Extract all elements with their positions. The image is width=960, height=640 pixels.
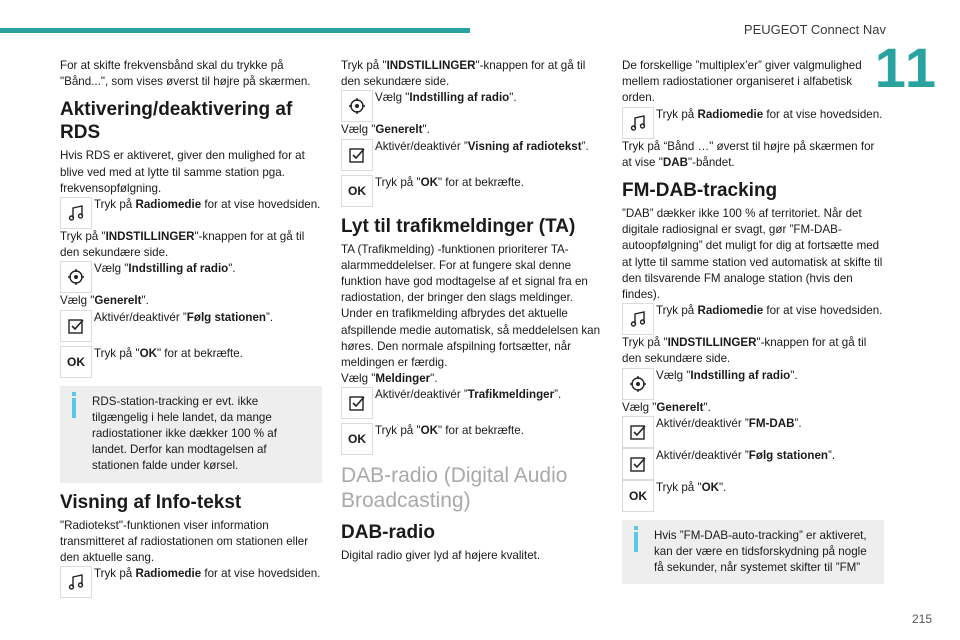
text-bold: DAB <box>662 155 688 169</box>
text: ”. <box>581 139 589 153</box>
step <box>622 416 884 448</box>
ok-icon <box>341 423 373 455</box>
step <box>622 448 884 480</box>
text: " for at bekræfte. <box>437 175 524 189</box>
header-title: PEUGEOT Connect Nav <box>743 22 886 37</box>
ok-icon-label: OK <box>67 354 85 369</box>
section-heading: Visning af Info-tekst <box>60 491 242 513</box>
step <box>341 387 603 419</box>
info-icon-bar <box>634 532 638 552</box>
checkbox-icon <box>622 416 654 448</box>
text: ". <box>141 294 149 308</box>
ok-icon-label: OK <box>629 488 647 503</box>
paragraph: "Radiotekst"-funktionen viser information transmitteret af radiostationen om stationen eller den aktuelle sang. <box>60 518 309 565</box>
text: "-knappen for at gå til den sekundære side. <box>60 230 305 260</box>
step <box>622 107 884 139</box>
text: Tryk på " <box>60 230 106 244</box>
text: ". <box>430 372 438 386</box>
step <box>341 90 603 122</box>
text: Aktivér/deaktivér ” <box>656 448 749 462</box>
section-heading: DAB-radio <box>341 522 435 544</box>
paragraph: Hvis RDS er aktiveret, giver den mulighed for at blive ved med at lytte til samme station pga. frekvensopfølgning. <box>60 149 305 195</box>
paragraph: TA (Trafikmelding) -funktionen prioriterer TA-alarmmeddelelser. For at fungere skal denne funktion have god modtagelse af et signal fra en radiostation, der bringer den slags meldinger. Under en trafikmelding afbrydes det aktuelle afspillende medie automatisk, så meddelelsen kan høres. Den normale afspilning fortsætter, når meldingen er færdig. <box>341 242 601 370</box>
text: ". <box>422 123 430 137</box>
music-note-icon <box>60 566 92 598</box>
text-bold: INDSTILLINGER <box>386 59 476 72</box>
text-bold: FM-DAB <box>748 416 795 430</box>
step <box>622 303 884 335</box>
text: Tryk på " <box>94 346 140 360</box>
text-bold: Radiomedie <box>697 107 764 121</box>
text: ”. <box>266 310 274 324</box>
text-bold: Følg stationen <box>186 310 267 324</box>
paragraph: De forskellige ”multiplex’er” giver valgmulighed mellem radiostationer organiseret i alfabetisk orden. <box>622 59 862 105</box>
step <box>341 423 603 455</box>
text: ". <box>509 91 517 105</box>
step <box>341 175 603 207</box>
text-bold: OK <box>701 480 719 494</box>
text: for at vise hovedsiden. <box>763 107 883 121</box>
text-bold: Indstilling af radio <box>128 262 229 276</box>
text: Tryk på <box>656 107 698 121</box>
text: Vælg " <box>656 368 691 382</box>
ok-icon <box>622 480 654 512</box>
text: "-båndet. <box>687 155 735 169</box>
text: Vælg " <box>341 372 376 386</box>
text: ". <box>790 368 798 382</box>
text: " for at bekræfte. <box>156 346 243 360</box>
text: Tryk på <box>94 567 136 581</box>
text: ”. <box>554 388 562 402</box>
text: ”. <box>794 416 802 430</box>
checkbox-icon <box>60 310 92 342</box>
radio-settings-icon <box>622 368 654 400</box>
text-bold: Visning af radiotekst <box>467 139 582 153</box>
text: ". <box>228 262 236 276</box>
text: for at vise hovedsiden. <box>763 304 883 318</box>
text-bold: INDSTILLINGER <box>105 230 195 244</box>
text-bold: OK <box>139 346 157 360</box>
text: Vælg " <box>341 123 376 137</box>
info-text: Hvis ”FM-DAB-auto-tracking” er aktiveret, kan der være en tidsforskydning på nogle få sekunder, når systemet skifter til ”FM” <box>654 528 867 575</box>
ok-icon <box>60 346 92 378</box>
chapter-number: 11 <box>874 36 938 99</box>
checkbox-icon <box>341 387 373 419</box>
step <box>60 197 322 229</box>
text: Tryk på <box>656 304 698 318</box>
column-1 <box>60 58 322 598</box>
text-bold: Generelt <box>94 294 142 308</box>
text-bold: Trafikmeldinger <box>467 388 555 402</box>
section-heading: FM-DAB-tracking <box>622 180 778 202</box>
text-bold: Indstilling af radio <box>409 91 510 105</box>
text: Vælg " <box>375 91 410 105</box>
step-text: for at vise hovedsiden. <box>201 198 321 212</box>
text: ". <box>703 400 711 414</box>
text: Aktivér/deaktivér ” <box>656 416 749 430</box>
column-2 <box>341 58 603 565</box>
text: for at vise hovedsiden. <box>201 567 321 581</box>
step <box>60 566 322 598</box>
paragraph: ”DAB” dækker ikke 100 % af territoriet. Når det digitale radiosignal er svagt, gør ”FM-DAB-autoopfølgning” det muligt for dig at fortsætte med at lytte til samme station ved automatisk at skifte til den tilsvarende FM analoge station (hvis den findes). <box>622 207 883 302</box>
text: Vælg " <box>60 294 95 308</box>
text: ". <box>718 480 727 494</box>
text-bold: Radiomedie <box>697 304 764 318</box>
text: ”. <box>828 448 836 462</box>
step <box>622 480 884 512</box>
text-bold: Generelt <box>656 400 704 414</box>
music-note-icon <box>60 197 92 229</box>
ok-icon-label: OK <box>348 432 366 447</box>
text: Aktivér/deaktivér ” <box>94 310 187 324</box>
text: Tryk på " <box>622 336 668 350</box>
text: Vælg " <box>94 262 129 276</box>
column-3 <box>622 58 884 584</box>
text: "-knappen for at gå til den sekundære side. <box>622 336 867 366</box>
info-box <box>622 520 884 585</box>
text-bold: OK <box>420 424 438 438</box>
info-icon <box>72 392 76 396</box>
text: Aktivér/deaktivér ” <box>375 388 468 402</box>
step <box>60 310 322 342</box>
step-text-bold: Radiomedie <box>135 198 202 212</box>
music-note-icon <box>622 303 654 335</box>
step <box>60 261 322 293</box>
text: Tryk på " <box>341 59 387 72</box>
page-number: 215 <box>911 612 932 626</box>
text-bold: Radiomedie <box>135 567 202 581</box>
checkbox-icon <box>341 139 373 171</box>
step <box>341 139 603 171</box>
info-text: RDS-station-tracking er evt. ikke tilgængelig i hele landet, da mange radiostationer ikke dækker 100 % af landet. Derfor kan modtagelsen af stationen falde under kørsel. <box>92 394 277 473</box>
text-bold: Indstilling af radio <box>690 368 791 382</box>
section-heading: Lyt til trafikmeldinger (TA) <box>341 215 576 237</box>
text-bold: Meldinger <box>375 372 431 386</box>
section-heading-large: DAB-radio (Digital Audio Broadcasting) <box>341 464 568 513</box>
section-heading: Aktivering/deaktivering af RDS <box>60 99 293 144</box>
step <box>622 368 884 400</box>
text-bold: INDSTILLINGER <box>667 336 757 350</box>
text: Aktivér/deaktivér ” <box>375 139 468 153</box>
info-icon-bar <box>72 398 76 418</box>
radio-settings-icon <box>341 90 373 122</box>
info-box <box>60 386 322 483</box>
text-bold: Følg stationen <box>748 448 829 462</box>
header-accent-bar <box>0 28 470 33</box>
music-note-icon <box>622 107 654 139</box>
text: Tryk på “Bånd …" øverst til højre på skærmen for at vise " <box>622 139 875 169</box>
text: Tryk på " <box>656 480 702 494</box>
paragraph: Digital radio giver lyd af højere kvalitet. <box>341 549 541 563</box>
text: "-knappen for at gå til den sekundære side. <box>341 59 586 89</box>
paragraph: For at skifte frekvensbånd skal du trykke på "Bånd...", som vises øverst til højre på skærmen. <box>60 59 311 89</box>
info-icon <box>634 526 638 530</box>
step <box>60 346 322 378</box>
radio-settings-icon <box>60 261 92 293</box>
text: " for at bekræfte. <box>437 424 524 438</box>
text: Tryk på " <box>375 175 421 189</box>
text: Vælg " <box>622 400 657 414</box>
text-bold: OK <box>420 175 438 189</box>
ok-icon <box>341 175 373 207</box>
text-bold: Generelt <box>375 123 423 137</box>
checkbox-icon <box>622 448 654 480</box>
text: Tryk på " <box>375 424 421 438</box>
ok-icon-label: OK <box>348 183 366 198</box>
step-text: Tryk på <box>94 198 136 212</box>
